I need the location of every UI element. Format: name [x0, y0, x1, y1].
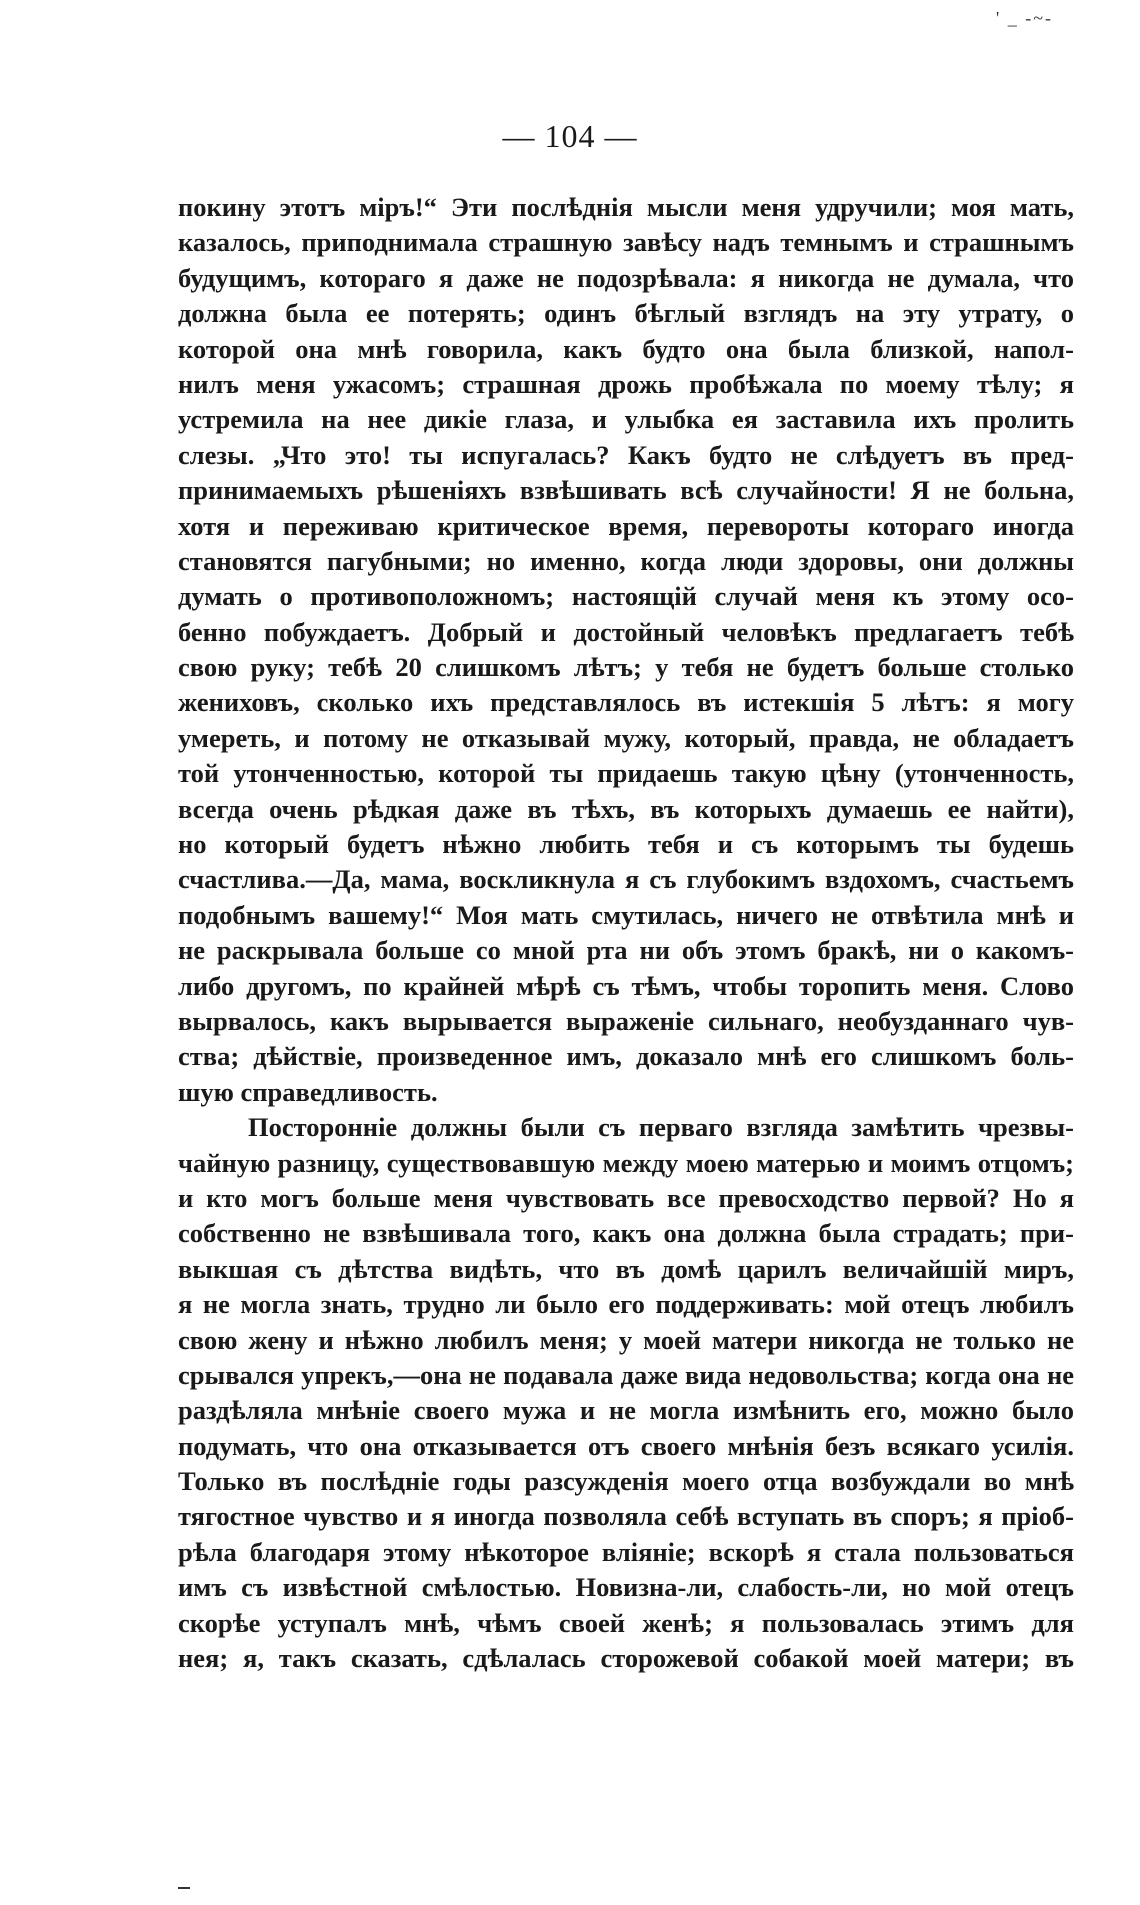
text-line: подумать, что она отказывается отъ своего мнѣнія безъ всякаго усилія.: [178, 1430, 1074, 1461]
text-line: и кто могъ больше меня чувствовать все превосходство первой? Но я: [178, 1182, 1074, 1213]
text-line: свою руку; тебѣ 20 слишкомъ лѣтъ; у тебя не будетъ больше столько: [178, 652, 1074, 683]
paragraph: [178, 1110, 1074, 1676]
text-line: счастлива.—Да, мама, воскликнула я съ глубокимъ вздохомъ, счастьемъ: [178, 864, 1074, 895]
text-line: тягостное чувство и я иногда позволяла себѣ вступать въ споръ; я пріоб-: [178, 1501, 1074, 1532]
text-line: жениховъ, сколько ихъ представлялось въ истекшія 5 лѣтъ: я могу: [178, 687, 1074, 718]
text-line: либо другомъ, по крайней мѣрѣ съ тѣмъ, чтобы торопить меня. Слово: [178, 970, 1074, 1001]
text-line: хотя и переживаю критическое время, перевороты котораго иногда: [178, 510, 1074, 541]
text-line: подобнымъ вашему!“ Моя мать смутилась, ничего не отвѣтила мнѣ и: [178, 899, 1074, 930]
text-line: становятся пагубными; но именно, когда люди здоровы, они должны: [178, 545, 1074, 576]
text-line: умереть, и потому не отказывай мужу, который, правда, не обладаетъ: [178, 722, 1074, 753]
text-line: той утонченностью, которой ты придаешь такую цѣну (утонченность,: [178, 758, 1074, 789]
text-line: должна была ее потерять; одинъ бѣглый взглядъ на эту утрату, о: [178, 298, 1074, 329]
text-line: покину этотъ міръ!“ Эти послѣднія мысли меня удручили; моя мать,: [178, 192, 1074, 222]
text-line: будущимъ, котораго я даже не подозрѣвала: я никогда не думала, что: [178, 262, 1074, 293]
text-line: Только въ послѣдніе годы разсужденія моего отца возбуждали во мнѣ: [178, 1466, 1074, 1497]
text-line: рѣла благодаря этому нѣкоторое вліяніе; вскорѣ я стала пользоваться: [178, 1536, 1074, 1567]
text-line: я не могла знать, трудно ли было его поддерживать: мой отецъ любилъ: [178, 1289, 1074, 1320]
paragraph: [178, 190, 1074, 1110]
text-line: скорѣе уступалъ мнѣ, чѣмъ своей женѣ; я пользовалась этимъ для: [178, 1607, 1074, 1638]
text-line: имъ съ извѣстной смѣлостью. Новизна-ли, слабость-ли, но мой отецъ: [178, 1572, 1074, 1603]
text-line: ства; дѣйствіе, произведенное имъ, доказало мнѣ его слишкомъ боль-: [178, 1041, 1074, 1072]
text-line: думать о противоположномъ; настоящій случай меня къ этому осо-: [178, 581, 1074, 612]
page-number: — 104 —: [502, 118, 638, 154]
text-line: свою жену и нѣжно любилъ меня; у моей матери никогда не только не: [178, 1324, 1074, 1355]
text-line: чайную разницу, существовавшую между моею матерью и моимъ отцомъ;: [178, 1147, 1074, 1178]
corner-marks: ' _ -~-: [996, 8, 1053, 28]
text-line: раздѣляла мнѣніе своего мужа и не могла измѣнить его, можно было: [178, 1395, 1074, 1426]
text-line: Посторонніе должны были съ перваго взгляда замѣтить чрезвы-: [248, 1112, 1074, 1143]
text-line: принимаемыхъ рѣшеніяхъ взвѣшивать всѣ случайности! Я не больна,: [178, 475, 1074, 506]
text-line: всегда очень рѣдкая даже въ тѣхъ, въ которыхъ думаешь ее найти),: [178, 793, 1074, 824]
text-line: казалось, приподнимала страшную завѣсу надъ темнымъ и страшнымъ: [178, 227, 1074, 258]
footer-dash: [178, 1887, 190, 1889]
text-line: устремила на нее дикіе глаза, и улыбка ея заставила ихъ пролить: [178, 404, 1074, 435]
text-line: которой она мнѣ говорила, какъ будто она была близкой, напол-: [178, 333, 1074, 364]
text-line: слезы. „Что это! ты испугалась? Какъ будто не слѣдуетъ въ пред-: [178, 439, 1074, 470]
text-line: срывался упрекъ,—она не подавала даже вида недовольства; когда она не: [178, 1359, 1074, 1390]
text-line: шую справедливость.: [178, 1076, 438, 1107]
text-line: собственно не взвѣшивала того, какъ она должна была страдать; при-: [178, 1218, 1074, 1249]
text-line: бенно побуждаетъ. Добрый и достойный человѣкъ предлагаетъ тебѣ: [178, 616, 1074, 647]
body-text: [178, 190, 1074, 1676]
text-line: выкшая съ дѣтства видѣть, что въ домѣ царилъ величайшій миръ,: [178, 1253, 1074, 1284]
text-line: нилъ меня ужасомъ; страшная дрожь пробѣжала по моему тѣлу; я: [178, 368, 1074, 399]
text-line: нея; я, такъ сказать, сдѣлалась сторожевой собакой моей матери; въ: [178, 1643, 1074, 1674]
text-line: вырвалось, какъ вырывается выраженіе сильнаго, необузданнаго чув-: [178, 1005, 1074, 1036]
text-line: но который будетъ нѣжно любить тебя и съ которымъ ты будешь: [178, 829, 1074, 860]
text-line: не раскрывала больше со мной рта ни объ этомъ бракѣ, ни о какомъ-: [178, 935, 1074, 966]
